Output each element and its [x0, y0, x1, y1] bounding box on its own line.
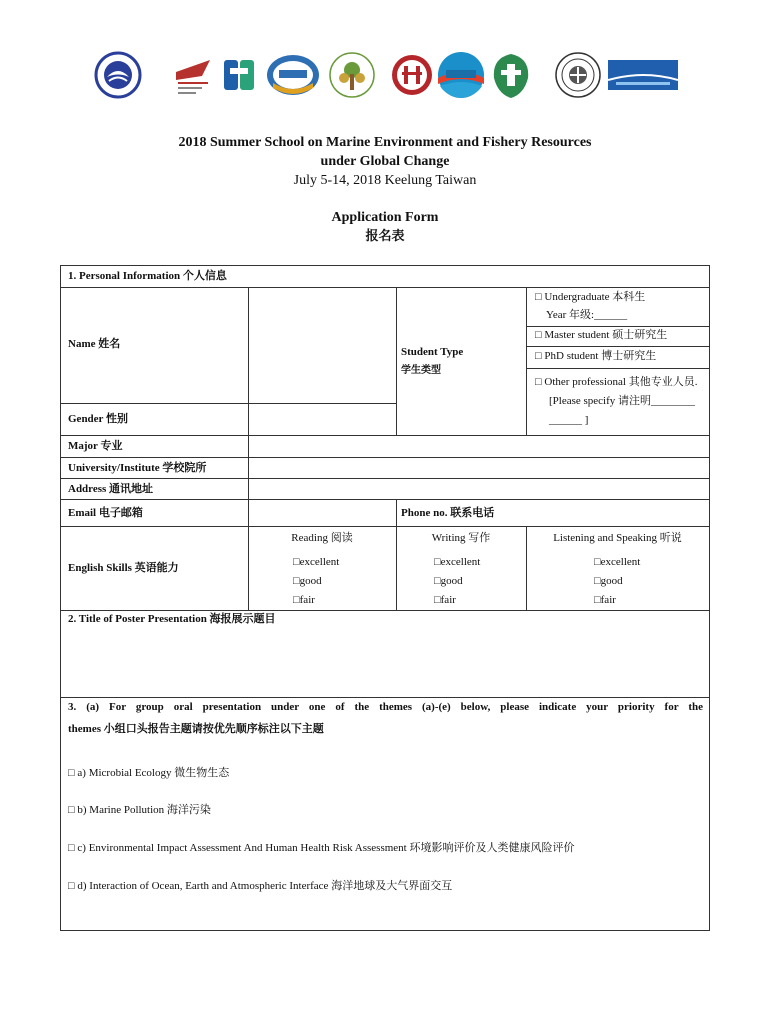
- phone-field[interactable]: [527, 500, 708, 525]
- writing-good-checkbox[interactable]: □good: [434, 575, 463, 587]
- skill-writing-header: Writing 写作: [431, 532, 491, 544]
- theme-microbial-ecology[interactable]: □ a) Microbial Ecology 微生物生态: [68, 767, 230, 779]
- form-title-cn: 报名表: [365, 229, 405, 244]
- other-specify-end: ______ ]: [549, 414, 589, 426]
- university-field[interactable]: [249, 458, 708, 477]
- theme-marine-pollution[interactable]: □ b) Marine Pollution 海洋污染: [68, 804, 211, 816]
- student-type-label: Student Type: [401, 346, 464, 358]
- event-title-line2: under Global Change: [320, 154, 450, 169]
- logo-row: [90, 50, 680, 100]
- listening-excellent-checkbox[interactable]: □excellent: [594, 556, 641, 568]
- reading-fair-checkbox[interactable]: □fair: [293, 594, 315, 606]
- gender-label: Gender 性别: [68, 413, 128, 425]
- event-date-location: July 5-14, 2018 Keelung Taiwan: [293, 173, 477, 188]
- university-label: University/Institute 学校院所: [68, 462, 207, 474]
- partner-logo-9: [554, 50, 602, 100]
- section1-heading: 1. Personal Information 个人信息: [68, 270, 227, 282]
- section3-heading-line1: 3. (a) For group oral presentation under one of the themes (a)-(e) below, please indicate your priority for the: [68, 701, 703, 713]
- name-field[interactable]: [249, 288, 395, 402]
- name-label: Name 姓名: [68, 338, 121, 350]
- major-label: Major 专业: [68, 440, 123, 452]
- event-title-line1: 2018 Summer School on Marine Environment and Fishery Resources: [178, 135, 592, 150]
- partner-logo-6: [390, 50, 434, 100]
- option-master[interactable]: □ Master student 硕士研究生: [535, 329, 668, 341]
- partner-logo-3: [220, 50, 260, 100]
- theme-ocean-earth-atmosphere[interactable]: □ d) Interaction of Ocean, Earth and Atmospheric Interface 海洋地球及大气界面交互: [68, 880, 453, 892]
- english-skills-label: English Skills 英语能力: [68, 562, 179, 574]
- listening-good-checkbox[interactable]: □good: [594, 575, 623, 587]
- email-field[interactable]: [249, 500, 395, 525]
- document-header: [0, 133, 770, 246]
- application-form-table: [60, 265, 710, 931]
- option-other-professional[interactable]: □ Other professional 其他专业人员.: [535, 376, 698, 388]
- form-title: Application Form: [331, 210, 439, 225]
- student-type-label-cn: 学生类型: [401, 365, 441, 376]
- poster-title-field[interactable]: [62, 630, 708, 696]
- phone-label: Phone no. 联系电话: [401, 507, 495, 519]
- skill-listening-header: Listening and Speaking 听说: [553, 532, 682, 544]
- major-field[interactable]: [249, 436, 708, 456]
- option-undergraduate[interactable]: □ Undergraduate 本科生: [535, 291, 646, 303]
- partner-logo-2: [172, 50, 214, 100]
- address-field[interactable]: [249, 479, 708, 498]
- partner-logo-4: [265, 50, 321, 100]
- address-label: Address 通讯地址: [68, 483, 154, 495]
- writing-fair-checkbox[interactable]: □fair: [434, 594, 456, 606]
- partner-logo-8: [490, 50, 532, 100]
- skill-reading-header: Reading 阅读: [291, 532, 353, 544]
- undergraduate-year[interactable]: Year 年级:______: [546, 309, 628, 321]
- ntou-logo: [93, 50, 143, 100]
- theme-environmental-impact[interactable]: □ c) Environmental Impact Assessment And Human Health Risk Assessment 环境影响评价及人类健康风险评价: [68, 842, 575, 854]
- option-phd[interactable]: □ PhD student 博士研究生: [535, 350, 657, 362]
- email-label: Email 电子邮箱: [68, 507, 143, 519]
- espc-logo: [436, 50, 486, 100]
- writing-excellent-checkbox[interactable]: □excellent: [434, 556, 481, 568]
- partner-logo-10: [608, 50, 678, 100]
- other-specify-field[interactable]: [Please specify 请注明________: [549, 395, 696, 407]
- partner-logo-5: [328, 50, 376, 100]
- section2-heading: 2. Title of Poster Presentation 海报展示题目: [68, 613, 276, 625]
- reading-excellent-checkbox[interactable]: □excellent: [293, 556, 340, 568]
- gender-field[interactable]: [249, 404, 395, 434]
- listening-fair-checkbox[interactable]: □fair: [594, 594, 616, 606]
- reading-good-checkbox[interactable]: □good: [293, 575, 322, 587]
- section3-heading-line2: themes 小组口头报告主题请按优先顺序标注以下主题: [68, 723, 324, 735]
